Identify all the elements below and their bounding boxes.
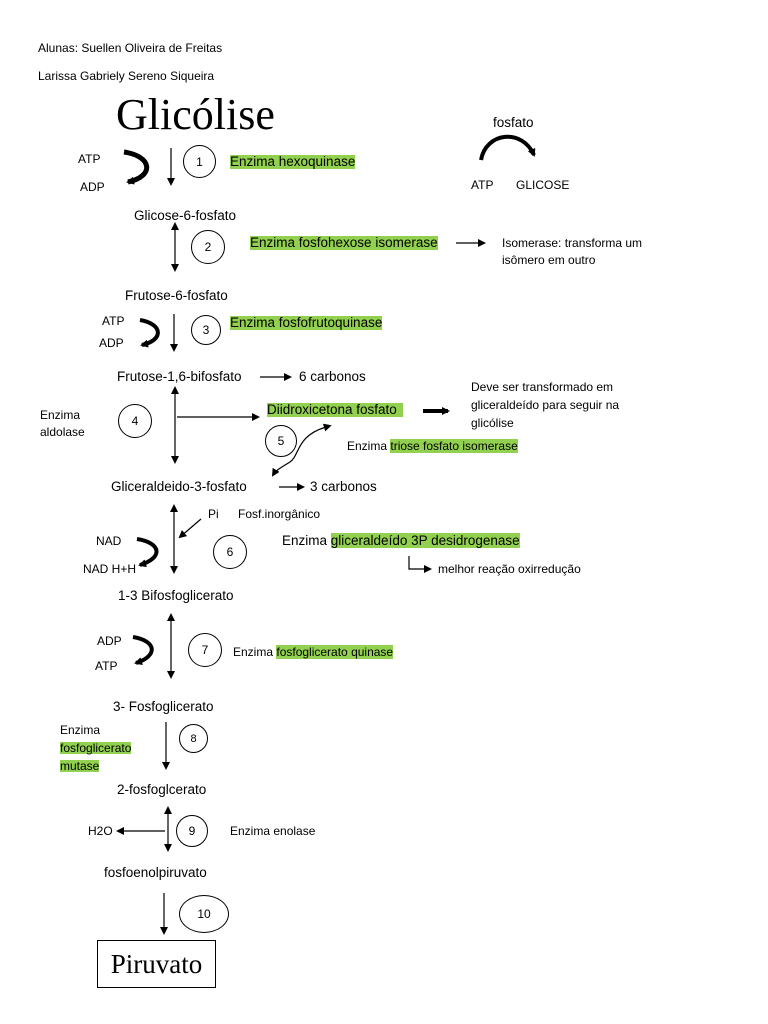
step2-enzyme: Enzima fosfohexose isomerase (250, 235, 438, 250)
author-line-1: Alunas: Suellen Oliveira de Freitas (38, 41, 223, 55)
step9-output: H2O (88, 824, 113, 838)
step4-number: 4 (118, 404, 152, 438)
compound-3-fosfoglicerato: 3- Fosfoglicerato (113, 699, 214, 714)
page-title: Glicólise (116, 90, 275, 139)
legend-glicose: GLICOSE (516, 178, 570, 192)
step6-note: melhor reação oxirredução (438, 562, 581, 576)
step2-number: 2 (191, 230, 225, 264)
step6-enzyme-label (282, 534, 520, 548)
dhap-note-line-2: gliceraldeído para seguir na (471, 398, 620, 412)
compound-1-3-bifosfoglicerato: 1-3 Bifosfoglicerato (118, 588, 234, 603)
step1-number: 1 (183, 145, 216, 178)
step7-enzyme-label (233, 646, 393, 658)
step3-enzyme: Enzima fosfofrutoquinase (230, 315, 383, 330)
step6-input: NAD (96, 534, 122, 548)
step8-enzyme-line-1: fosfoglicerato (60, 741, 132, 755)
step8-enzyme-prefix: Enzima (60, 723, 101, 737)
step2-note-line-2: isômero em outro (502, 253, 596, 267)
compound-fosfoenolpiruvato: fosfoenolpiruvato (104, 865, 207, 880)
step7-adp-curve (133, 637, 152, 663)
step6-number: 6 (213, 535, 247, 569)
step6-pi-label: Fosf.inorgânico (238, 507, 321, 521)
legend-atp: ATP (471, 178, 494, 192)
step1-input: ATP (78, 152, 101, 166)
step7-output: ATP (95, 659, 118, 673)
compound-glicose-6-fosfato: Glicose-6-fosfato (134, 208, 237, 223)
step6-enzyme-prefix: Enzima (282, 533, 328, 548)
step5-enzyme: triose fosfato isomerase (390, 439, 518, 453)
step1-atp-curve (124, 152, 147, 182)
compound-gliceraldeido-3-fosfato: Gliceraldeido-3-fosfato (111, 479, 247, 494)
compound-frutose-6-fosfato: Frutose-6-fosfato (125, 288, 228, 303)
step6-pi: Pi (208, 507, 219, 521)
step5-enzyme-prefix: Enzima (347, 439, 388, 453)
dhap-note-line-3: glicólise (471, 416, 514, 430)
step7-enzyme: fosfoglicerato quinase (276, 645, 394, 659)
step3-number: 3 (191, 315, 221, 345)
dhap-note-line-1: Deve ser transformado em (471, 380, 614, 394)
note-6-carbonos: 6 carbonos (299, 369, 366, 384)
step7-input: ADP (97, 634, 122, 648)
step1-output: ADP (80, 180, 105, 194)
compound-frutose-1-6-bifosfato: Frutose-1,6-bifosfato (117, 369, 242, 384)
step6-nad-curve (137, 539, 157, 565)
pi-arrow (180, 519, 201, 537)
step2-note-line-1: Isomerase: transforma um (502, 236, 643, 250)
step9-number: 9 (176, 815, 208, 847)
compound-piruvato: Piruvato (97, 940, 216, 988)
step3-atp-curve (140, 320, 158, 345)
compound-diidroxicetona-fosfato: Diidroxicetona fosfato (267, 403, 403, 417)
step4-enzyme-line-1: Enzima (40, 408, 81, 422)
step6-note-arrow (409, 556, 430, 569)
step6-enzyme: gliceraldeído 3P desidrogenase (330, 533, 520, 548)
legend-fosfato: fosfato (493, 115, 534, 130)
note-3-carbonos: 3 carbonos (310, 479, 377, 494)
compound-2-fosfoglicerato: 2-fosfoglcerato (117, 782, 207, 797)
step4-enzyme-line-2: aldolase (40, 425, 85, 439)
step7-number: 7 (188, 633, 222, 667)
step7-enzyme-prefix: Enzima (233, 645, 274, 659)
step6-output: NAD H+H (83, 562, 137, 576)
legend-curved-arrow (481, 137, 534, 160)
step5-number: 5 (265, 425, 297, 457)
step1-enzyme: Enzima hexoquinase (230, 154, 356, 169)
step3-input: ATP (102, 314, 125, 328)
step8-number: 8 (179, 724, 208, 753)
step10-number: 10 (179, 895, 229, 933)
step8-enzyme-line-2: mutase (60, 759, 100, 773)
step3-output: ADP (99, 336, 124, 350)
step5-enzyme-label (347, 440, 518, 452)
step9-enzyme: Enzima enolase (230, 824, 316, 838)
author-line-2: Larissa Gabriely Sereno Siqueira (38, 69, 215, 83)
